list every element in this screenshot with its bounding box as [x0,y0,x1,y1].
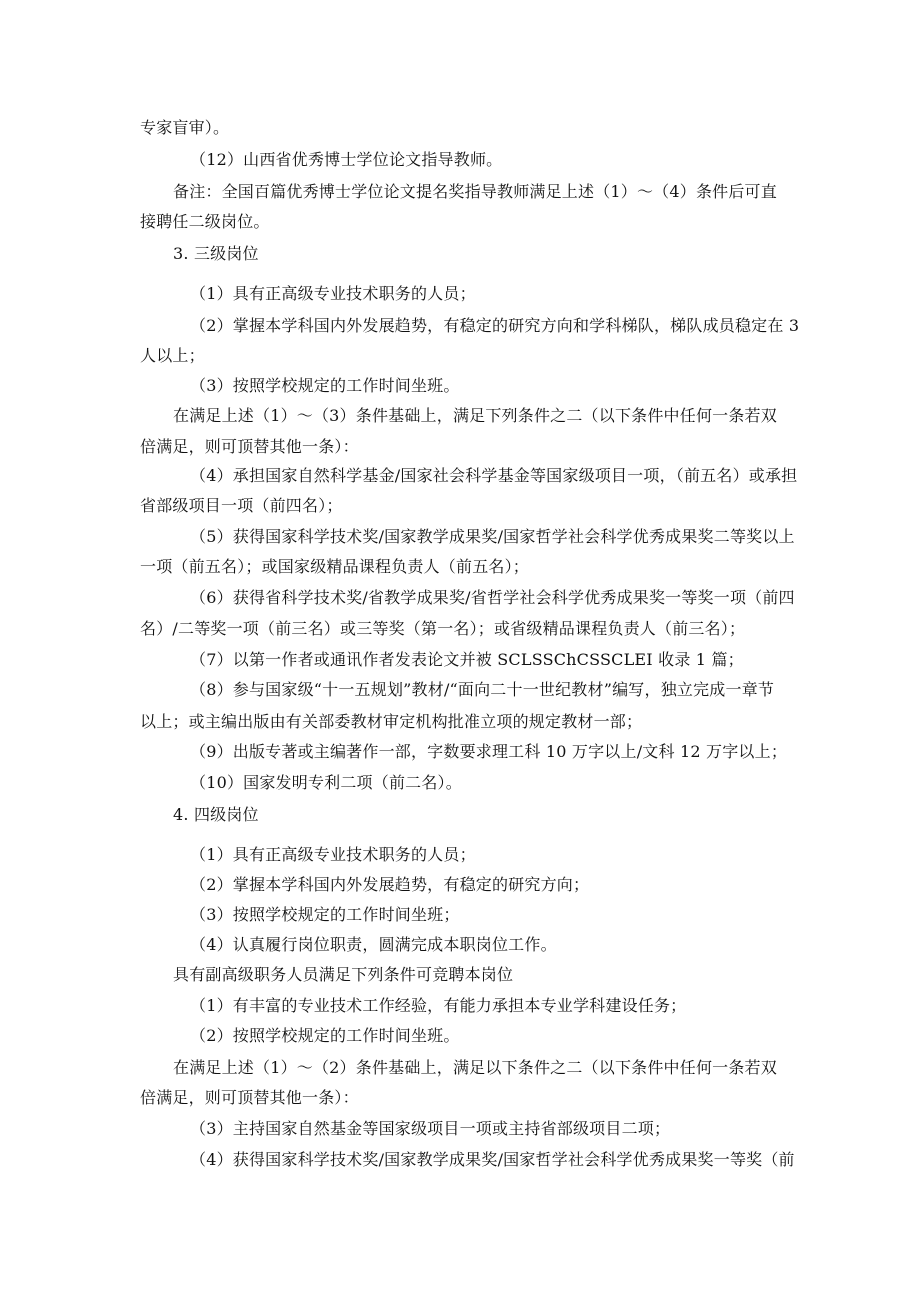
text-line: 名）/二等奖一项（前三名）或三等奖（第一名）；或省级精品课程负责人（前三名）； [140,619,746,638]
text-line: （4）承担国家自然科学基金/国家社会科学基金等国家级项目一项，（前五名）或承担 [190,466,798,485]
text-line: 备注：全国百篇优秀博士学位论文提名奖指导教师满足上述（1）～（4）条件后可直 [173,182,777,201]
text-line: 省部级项目一项（前四名）； [140,496,343,515]
text-line: （1）具有正高级专业技术职务的人员； [190,284,476,303]
section-heading: 4. 四级岗位 [173,805,259,824]
text-line: （7）以第一作者或通讯作者发表论文并被 SCLSSChCSSCLEI 收录 1 篇； [190,650,744,669]
text-line: （5）获得国家科学技术奖/国家教学成果奖/国家哲学社会科学优秀成果奖二等奖以上 [190,527,795,546]
text-line: （8）参与国家级“十一五规划”教材/“面向二十一世纪教材”编写，独立完成一章节 [190,680,775,699]
section-heading: 3. 三级岗位 [173,244,259,263]
text-line: 专家盲审）。 [140,118,230,137]
text-line: 在满足上述（1）～（3）条件基础上，满足下列条件之二（以下条件中任何一条若双 [173,406,777,425]
text-line: 倍满足，则可顶替其他一条）： [140,1088,359,1107]
text-line: 倍满足，则可顶替其他一条）： [140,437,359,456]
text-line: （2）掌握本学科国内外发展趋势，有稳定的研究方向和学科梯队，梯队成员稳定在 3 [190,316,800,335]
text-line: 以上；或主编出版由有关部委教材审定机构批准立项的规定教材一部； [140,712,643,731]
text-line: 具有副高级职务人员满足下列条件可竞聘本岗位 [173,965,514,984]
text-line: （4）获得国家科学技术奖/国家教学成果奖/国家哲学社会科学优秀成果奖一等奖（前 [190,1150,795,1169]
text-line: （9）出版专著或主编著作一部，字数要求理工科 10 万字以上/文科 12 万字以上； [190,742,788,761]
text-line: （2）按照学校规定的工作时间坐班。 [190,1026,460,1045]
text-line: （1）具有正高级专业技术职务的人员； [190,845,476,864]
text-line: 一项（前五名）；或国家级精品课程负责人（前五名）； [140,557,530,576]
text-line: （12）山西省优秀博士学位论文指导教师。 [190,150,503,169]
text-line: （6）获得省科学技术奖/省教学成果奖/省哲学社会科学优秀成果奖一等奖一项（前四 [190,588,795,607]
text-line: 在满足上述（1）～（2）条件基础上，满足以下条件之二（以下条件中任何一条若双 [173,1058,777,1077]
text-line: （3）按照学校规定的工作时间坐班； [190,905,460,924]
text-line: （3）按照学校规定的工作时间坐班。 [190,376,460,395]
text-line: （1）有丰富的专业技术工作经验，有能力承担本专业学科建设任务； [190,996,687,1015]
text-line: （4）认真履行岗位职责，圆满完成本职岗位工作。 [190,935,557,954]
text-line: （2）掌握本学科国内外发展趋势，有稳定的研究方向； [190,875,590,894]
text-line: （10）国家发明专利二项（前二名）。 [190,773,462,792]
text-line: 人以上； [140,346,205,365]
text-line: 接聘任二级岗位。 [140,212,270,231]
text-line: （3）主持国家自然基金等国家级项目一项或主持省部级项目二项； [190,1119,671,1138]
